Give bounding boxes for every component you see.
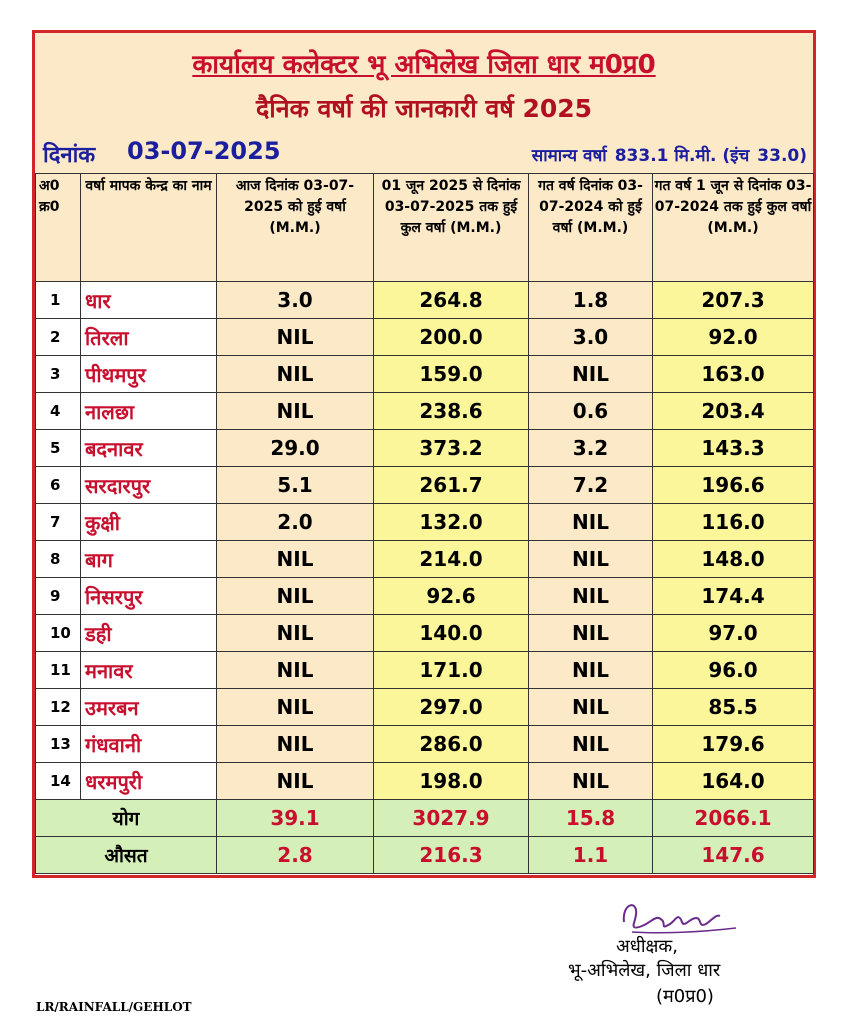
total-today: 39.1 — [217, 800, 374, 837]
total-row — [36, 800, 814, 837]
station-name: गंधवानी — [81, 726, 217, 763]
col-header-today: आज दिनांक 03-07-2025 को हुई वर्षा (M.M.) — [217, 174, 374, 282]
report-subtitle: दैनिक वर्षा की जानकारी वर्ष 2025 — [255, 94, 593, 123]
col-header-last-year-day: गत वर्ष दिनांक 03-07-2024 को हुई वर्षा (M.M.) — [529, 174, 653, 282]
station-name: बदनावर — [81, 430, 217, 467]
today-rainfall: 2.0 — [217, 504, 374, 541]
serial-number: 3 — [36, 356, 81, 393]
total-last-year-total: 2066.1 — [653, 800, 814, 837]
table-row — [36, 319, 814, 356]
table-header-row — [36, 174, 814, 282]
col-header-last-year-total: गत वर्ष 1 जून से दिनांक 03-07-2024 तक हुई कुल वर्षा (M.M.) — [653, 174, 814, 282]
station-name: तिरला — [81, 319, 217, 356]
today-rainfall: NIL — [217, 689, 374, 726]
normal-rainfall-inch: 33.0) — [757, 146, 807, 166]
table-row — [36, 430, 814, 467]
today-rainfall: NIL — [217, 726, 374, 763]
season-total-rainfall: 297.0 — [374, 689, 529, 726]
last-year-day-rainfall: 3.0 — [529, 319, 653, 356]
last-year-day-rainfall: NIL — [529, 763, 653, 800]
last-year-total-rainfall: 196.6 — [653, 467, 814, 504]
total-season: 3027.9 — [374, 800, 529, 837]
table-row — [36, 282, 814, 319]
last-year-day-rainfall: NIL — [529, 652, 653, 689]
season-total-rainfall: 200.0 — [374, 319, 529, 356]
signatory-title: अधीक्षक, — [616, 936, 678, 957]
serial-number: 6 — [36, 467, 81, 504]
station-name: निसरपुर — [81, 578, 217, 615]
station-name: डही — [81, 615, 217, 652]
normal-rainfall — [524, 143, 807, 166]
total-label: योग — [36, 800, 217, 837]
table-row — [36, 689, 814, 726]
season-total-rainfall: 198.0 — [374, 763, 529, 800]
today-rainfall: NIL — [217, 763, 374, 800]
today-rainfall: NIL — [217, 615, 374, 652]
date-value: 03-07-2025 — [127, 137, 281, 165]
today-rainfall: NIL — [217, 319, 374, 356]
last-year-day-rainfall: NIL — [529, 356, 653, 393]
last-year-total-rainfall: 96.0 — [653, 652, 814, 689]
footer-reference: LR/RAINFALL/GEHLOT — [36, 1000, 192, 1014]
station-name: उमरबन — [81, 689, 217, 726]
table-row — [36, 467, 814, 504]
table-row — [36, 356, 814, 393]
table-row — [36, 763, 814, 800]
today-rainfall: NIL — [217, 393, 374, 430]
last-year-day-rainfall: NIL — [529, 615, 653, 652]
average-last-year-total: 147.6 — [653, 837, 814, 874]
season-total-rainfall: 171.0 — [374, 652, 529, 689]
station-name: पीथमपुर — [81, 356, 217, 393]
normal-rainfall-label: सामान्य वर्षा — [531, 146, 607, 166]
office-title: कार्यालय कलेक्टर भू अभिलेख जिला धार म0प्र0 — [192, 50, 656, 80]
season-total-rainfall: 140.0 — [374, 615, 529, 652]
today-rainfall: 3.0 — [217, 282, 374, 319]
normal-rainfall-mm: 833.1 मि.मी. (इंच — [614, 146, 750, 166]
station-name: मनावर — [81, 652, 217, 689]
last-year-total-rainfall: 116.0 — [653, 504, 814, 541]
season-total-rainfall: 264.8 — [374, 282, 529, 319]
season-total-rainfall: 159.0 — [374, 356, 529, 393]
last-year-total-rainfall: 92.0 — [653, 319, 814, 356]
serial-number: 4 — [36, 393, 81, 430]
table-row — [36, 504, 814, 541]
signatory-department: भू-अभिलेख, जिला धार — [568, 960, 721, 981]
col-header-season-total: 01 जून 2025 से दिनांक 03-07-2025 तक हुई कुल वर्षा (M.M.) — [374, 174, 529, 282]
last-year-day-rainfall: NIL — [529, 578, 653, 615]
serial-number: 7 — [36, 504, 81, 541]
last-year-total-rainfall: 164.0 — [653, 763, 814, 800]
last-year-total-rainfall: 179.6 — [653, 726, 814, 763]
last-year-day-rainfall: 1.8 — [529, 282, 653, 319]
last-year-total-rainfall: 163.0 — [653, 356, 814, 393]
last-year-day-rainfall: NIL — [529, 689, 653, 726]
today-rainfall: NIL — [217, 652, 374, 689]
today-rainfall: NIL — [217, 356, 374, 393]
serial-number: 2 — [36, 319, 81, 356]
season-total-rainfall: 261.7 — [374, 467, 529, 504]
serial-number: 8 — [36, 541, 81, 578]
serial-number: 5 — [36, 430, 81, 467]
col-header-station: वर्षा मापक केन्द्र का नाम — [81, 174, 217, 282]
season-total-rainfall: 238.6 — [374, 393, 529, 430]
table-row — [36, 615, 814, 652]
serial-number: 14 — [36, 763, 81, 800]
season-total-rainfall: 214.0 — [374, 541, 529, 578]
serial-number: 10 — [36, 615, 81, 652]
last-year-day-rainfall: 0.6 — [529, 393, 653, 430]
season-total-rainfall: 373.2 — [374, 430, 529, 467]
total-last-year-day: 15.8 — [529, 800, 653, 837]
station-name: धार — [81, 282, 217, 319]
today-rainfall: 29.0 — [217, 430, 374, 467]
today-rainfall: 5.1 — [217, 467, 374, 504]
table-row — [36, 578, 814, 615]
average-label: औसत — [36, 837, 217, 874]
rainfall-table — [35, 173, 814, 874]
serial-number: 13 — [36, 726, 81, 763]
station-name: कुक्षी — [81, 504, 217, 541]
last-year-total-rainfall: 85.5 — [653, 689, 814, 726]
report-frame — [32, 30, 816, 878]
last-year-total-rainfall: 203.4 — [653, 393, 814, 430]
last-year-total-rainfall: 97.0 — [653, 615, 814, 652]
station-name: नालछा — [81, 393, 217, 430]
table-row — [36, 652, 814, 689]
table-row — [36, 393, 814, 430]
last-year-day-rainfall: 7.2 — [529, 467, 653, 504]
col-header-serial: अ0 क्र0 — [36, 174, 81, 282]
signatory-state: (म0प्र0) — [656, 986, 714, 1007]
today-rainfall: NIL — [217, 541, 374, 578]
last-year-total-rainfall: 207.3 — [653, 282, 814, 319]
today-rainfall: NIL — [217, 578, 374, 615]
last-year-day-rainfall: NIL — [529, 541, 653, 578]
average-row — [36, 837, 814, 874]
serial-number: 11 — [36, 652, 81, 689]
last-year-day-rainfall: NIL — [529, 504, 653, 541]
station-name: बाग — [81, 541, 217, 578]
last-year-day-rainfall: NIL — [529, 726, 653, 763]
season-total-rainfall: 132.0 — [374, 504, 529, 541]
season-total-rainfall: 286.0 — [374, 726, 529, 763]
last-year-total-rainfall: 174.4 — [653, 578, 814, 615]
station-name: धरमपुरी — [81, 763, 217, 800]
average-today: 2.8 — [217, 837, 374, 874]
last-year-total-rainfall: 143.3 — [653, 430, 814, 467]
report-header — [35, 33, 813, 173]
season-total-rainfall: 92.6 — [374, 578, 529, 615]
average-season: 216.3 — [374, 837, 529, 874]
last-year-total-rainfall: 148.0 — [653, 541, 814, 578]
table-row — [36, 541, 814, 578]
table-row — [36, 726, 814, 763]
average-last-year-day: 1.1 — [529, 837, 653, 874]
station-name: सरदारपुर — [81, 467, 217, 504]
serial-number: 9 — [36, 578, 81, 615]
date-label: दिनांक — [43, 143, 96, 168]
serial-number: 12 — [36, 689, 81, 726]
serial-number: 1 — [36, 282, 81, 319]
last-year-day-rainfall: 3.2 — [529, 430, 653, 467]
